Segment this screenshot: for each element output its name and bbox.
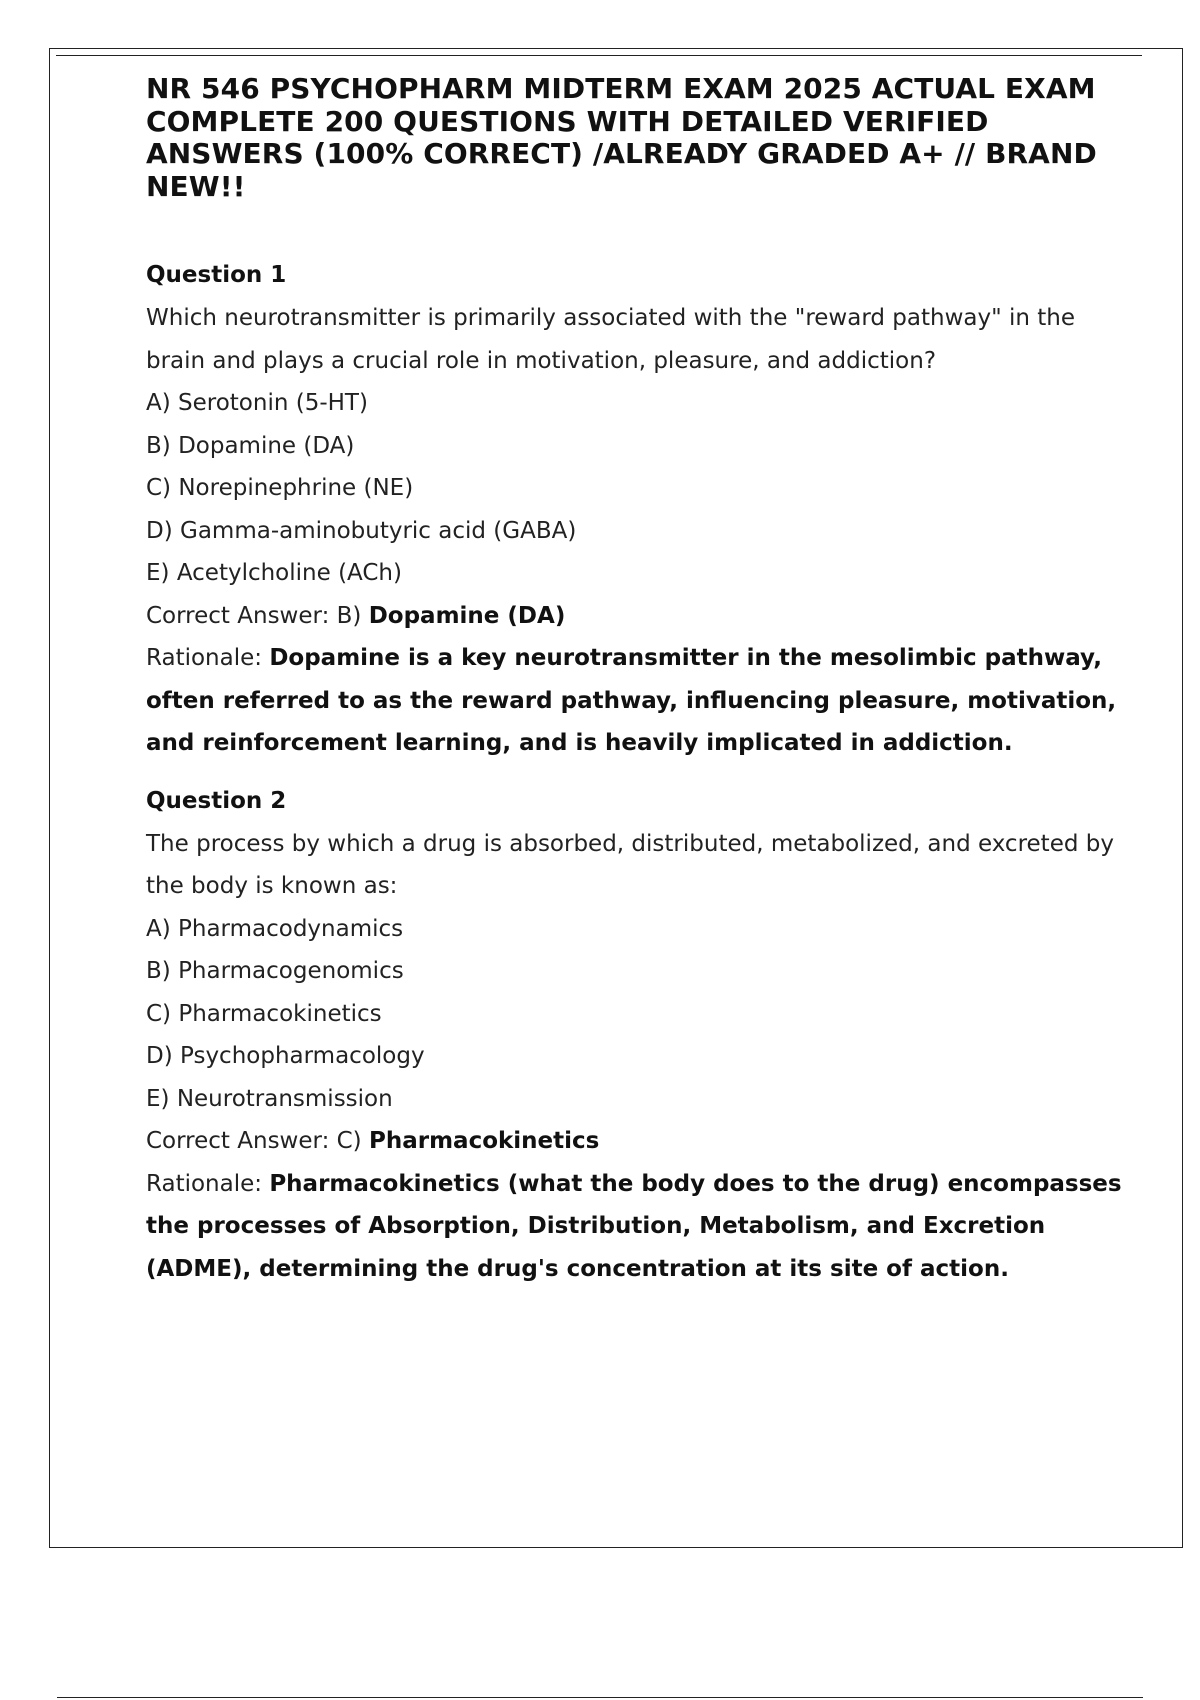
rationale — [146, 637, 1126, 765]
document-title: NR 546 PSYCHOPHARM MIDTERM EXAM 2025 ACTUAL EXAM COMPLETE 200 QUESTIONS WITH DETAILED VERIFIED ANSWERS (100% CORRECT) /ALREADY GRADED A+ // BRAND NEW!! — [146, 72, 1097, 203]
correct-answer-value: Dopamine (DA) — [368, 602, 566, 629]
bottom-rule — [57, 1697, 1143, 1698]
top-rule — [56, 55, 1142, 56]
rationale-text: Pharmacokinetics (what the body does to the drug) encompasses the processes of Absorption, Distribution, Metabolism, and Excretion (ADME), determining the drug's concentration at its site of action. — [146, 1170, 1122, 1282]
rationale — [146, 1163, 1126, 1291]
answer-option: E) Neurotransmission — [146, 1085, 393, 1112]
question-block — [146, 785, 1126, 1291]
correct-answer-label: Correct Answer: C) — [146, 1128, 369, 1154]
rationale-text: Dopamine is a key neurotransmitter in the mesolimbic pathway, often referred to as the reward pathway, influencing pleasure, motivation, and reinforcement learning, and is heavily implicated in addiction. — [146, 645, 1117, 756]
answer-option: A) Pharmacodynamics — [146, 915, 404, 942]
correct-answer-label: Correct Answer: B) — [146, 602, 369, 629]
answer-option: B) Pharmacogenomics — [146, 958, 404, 984]
question-stem: Which neurotransmitter is primarily associated with the "reward pathway" in the brain and plays a crucial role in motivation, pleasure, and addiction? — [146, 305, 1076, 374]
answer-option: D) Psychopharmacology — [146, 1043, 425, 1069]
answer-option: B) Dopamine (DA) — [146, 432, 355, 459]
page-frame — [49, 48, 1183, 1548]
answer-option: A) Serotonin (5-HT) — [146, 390, 368, 416]
rationale-label: Rationale: — [146, 1170, 270, 1197]
answer-option: C) Pharmacokinetics — [146, 1000, 382, 1027]
answer-option: E) Acetylcholine (ACh) — [146, 560, 402, 586]
question-heading: Question 2 — [146, 787, 287, 814]
page-content — [146, 73, 1126, 1290]
correct-answer — [146, 1120, 1126, 1163]
rationale-label: Rationale: — [146, 645, 270, 671]
answer-option: D) Gamma-aminobutyric acid (GABA) — [146, 517, 577, 544]
question-block — [146, 259, 1126, 765]
answer-option: C) Norepinephrine (NE) — [146, 475, 414, 501]
correct-answer-value: Pharmacokinetics — [368, 1128, 600, 1154]
question-heading: Question 1 — [146, 262, 287, 288]
question-stem: The process by which a drug is absorbed, distributed, metabolized, and excreted by the body is known as: — [146, 830, 1114, 899]
correct-answer — [146, 595, 1126, 638]
